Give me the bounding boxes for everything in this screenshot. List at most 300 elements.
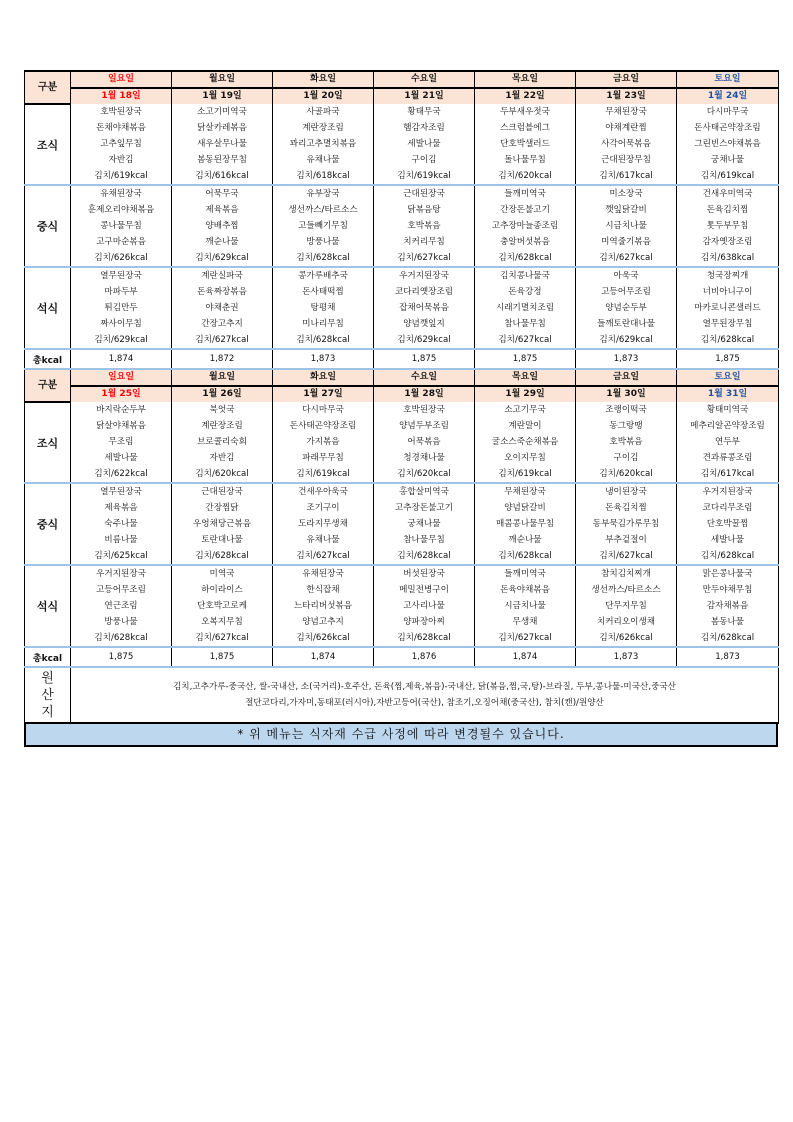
menu-item: 김치/627kcal xyxy=(296,551,350,561)
menu-item: 호박된장국 xyxy=(403,405,445,415)
menu-item: 미나리무침 xyxy=(302,319,344,329)
day-date: 1월 21일 xyxy=(374,88,475,104)
day-date: 1월 27일 xyxy=(273,386,374,402)
menu-item: 감자옛장조림 xyxy=(702,237,753,247)
meal-cell xyxy=(71,267,172,349)
menu-item: 들깨토란대나물 xyxy=(596,319,656,329)
menu-item: 두부새우젓국 xyxy=(500,107,550,117)
menu-item: 메추리알곤약장조림 xyxy=(690,421,765,431)
meal-cell xyxy=(71,565,172,647)
menu-item: 열무된장국 xyxy=(100,271,142,281)
menu-item: 참나물무침 xyxy=(403,535,445,545)
menu-item: 김치콩나물국 xyxy=(500,271,550,281)
menu-item: 건새우미역국 xyxy=(702,189,753,199)
menu-item: 김치/629kcal xyxy=(599,335,653,345)
menu-item: 연두부 xyxy=(715,437,740,447)
menu-item: 사각어묵볶음 xyxy=(601,139,651,149)
menu-item: 미역국 xyxy=(209,569,235,579)
menu-item: 깨순나물 xyxy=(508,535,542,545)
menu-item: 양념깻잎지 xyxy=(403,319,445,329)
menu-item: 고사리나물 xyxy=(403,601,445,611)
menu-item: 고등어무조림 xyxy=(96,585,146,595)
menu-item: 참치김치찌개 xyxy=(601,569,651,579)
menu-item: 김치/616kcal xyxy=(195,171,249,181)
menu-item: 돈사태곤약장조림 xyxy=(289,421,357,431)
menu-item: 김치/619kcal xyxy=(296,469,350,479)
total-kcal-value: 1,873 xyxy=(273,349,374,369)
menu-item: 스크럼블에그 xyxy=(500,123,550,133)
menu-item: 감자채볶음 xyxy=(706,601,749,611)
menu-item: 돈육짜장볶음 xyxy=(197,287,247,297)
menu-item: 톳두부무침 xyxy=(706,221,749,231)
menu-item: 간장찜닭 xyxy=(205,503,239,513)
menu-item: 한식잡채 xyxy=(306,585,340,595)
menu-item: 계란장조림 xyxy=(302,123,344,133)
menu-item: 김치/628kcal xyxy=(700,551,755,561)
menu-item: 들깨미역국 xyxy=(504,189,546,199)
menu-item: 제육볶음 xyxy=(205,205,239,215)
menu-item: 소고기무국 xyxy=(504,405,546,415)
total-kcal-label: 총kcal xyxy=(25,349,71,369)
menu-item: 돈사태떡찜 xyxy=(302,287,344,297)
menu-item: 단호박샐러드 xyxy=(500,139,550,149)
menu-sheet xyxy=(24,70,778,747)
day-date: 1월 30일 xyxy=(576,386,677,402)
menu-item: 김치/618kcal xyxy=(296,171,350,181)
menu-item: 짜사이무침 xyxy=(100,319,142,329)
meal-cell xyxy=(576,483,677,565)
menu-item: 김치/620kcal xyxy=(498,171,552,181)
menu-item: 고구마순볶음 xyxy=(96,237,146,247)
menu-item: 우엉채당근볶음 xyxy=(192,519,252,529)
day-name: 월요일 xyxy=(172,369,273,386)
meal-label-dinner: 석식 xyxy=(25,267,71,349)
meal-cell xyxy=(677,565,779,647)
menu-item: 바지락순두부 xyxy=(96,405,146,415)
meal-cell xyxy=(576,104,677,185)
menu-item: 양파장아찌 xyxy=(403,617,445,627)
menu-item: 김치/627kcal xyxy=(498,633,552,643)
meal-cell xyxy=(273,565,374,647)
menu-item: 단무지무침 xyxy=(605,601,647,611)
menu-item: 김치/627kcal xyxy=(498,335,552,345)
week-header-row xyxy=(25,369,779,386)
menu-item: 김치/629kcal xyxy=(397,335,451,345)
menu-item: 꽈리고추멸치볶음 xyxy=(289,139,357,149)
day-name: 토요일 xyxy=(677,369,779,386)
meal-cell xyxy=(475,483,576,565)
menu-item: 고등어무조림 xyxy=(601,287,651,297)
menu-item: 탕평채 xyxy=(310,303,336,313)
total-kcal-value: 1,874 xyxy=(475,647,576,667)
menu-item: 콩나물무침 xyxy=(100,221,142,231)
menu-item: 매콤콩나물무침 xyxy=(495,519,555,529)
day-date: 1월 28일 xyxy=(374,386,475,402)
menu-item: 단호박꿀찜 xyxy=(706,519,749,529)
menu-item: 숙주나물 xyxy=(104,519,138,529)
menu-item: 유채나물 xyxy=(306,535,340,545)
meal-cell xyxy=(71,402,172,483)
day-date: 1월 19일 xyxy=(172,88,273,104)
menu-item: 양념닭갈비 xyxy=(504,503,546,513)
menu-item: 김치/625kcal xyxy=(94,551,148,561)
meal-cell xyxy=(576,565,677,647)
menu-item: 황태무국 xyxy=(407,107,441,117)
menu-item: 시래기멸치조림 xyxy=(495,303,555,313)
menu-item: 세발나물 xyxy=(104,453,138,463)
day-name: 목요일 xyxy=(475,71,576,88)
menu-item: 김치/627kcal xyxy=(195,633,249,643)
origin-label-char: 원 xyxy=(41,670,54,686)
menu-item: 견과류콩조림 xyxy=(702,453,753,463)
total-kcal-value: 1,875 xyxy=(677,349,779,369)
menu-item: 치커리무침 xyxy=(403,237,445,247)
menu-item: 야채춘권 xyxy=(205,303,239,313)
menu-item: 근대된장국 xyxy=(403,189,445,199)
menu-item: 황태미역국 xyxy=(706,405,749,415)
menu-item: 김치/627kcal xyxy=(599,551,653,561)
menu-item: 마파두부 xyxy=(104,287,138,297)
menu-item: 건새우아욱국 xyxy=(298,487,348,497)
menu-item: 토란대나물 xyxy=(201,535,243,545)
origin-info xyxy=(71,667,779,723)
total-kcal-value: 1,872 xyxy=(172,349,273,369)
meal-cell xyxy=(475,565,576,647)
menu-item: 김치/627kcal xyxy=(397,253,451,263)
menu-item: 맑은콩나물국 xyxy=(702,569,753,579)
meal-label-lunch: 중식 xyxy=(25,483,71,565)
menu-item: 김치/628kcal xyxy=(700,633,755,643)
menu-item: 햄감자조림 xyxy=(403,123,445,133)
menu-item: 굴소스죽순채볶음 xyxy=(491,437,559,447)
menu-item: 양념고추지 xyxy=(302,617,344,627)
origin-line: 김치,고추가루-중국산, 쌀-국내산, 소(국거리)-호주산, 돈육(찜,제육,볶음)-국내산, 닭(볶음,찜,국,탕)-브라질, 두부,콩나물-미국산,중국산 xyxy=(173,682,676,692)
total-kcal-value: 1,875 xyxy=(71,647,172,667)
menu-item: 김치/628kcal xyxy=(94,633,148,643)
menu-item: 열무된장무침 xyxy=(702,319,753,329)
menu-item: 고들빼기무침 xyxy=(298,221,348,231)
menu-item: 깻잎닭갈비 xyxy=(605,205,647,215)
meal-cell xyxy=(374,185,475,267)
total-kcal-value: 1,873 xyxy=(576,349,677,369)
menu-item: 미역줄기볶음 xyxy=(601,237,651,247)
menu-item: 구이김 xyxy=(411,155,437,165)
menu-item: 김치/638kcal xyxy=(700,253,755,263)
menu-item: 닭살카레볶음 xyxy=(197,123,247,133)
menu-item: 봄동나물 xyxy=(710,617,745,627)
menu-item: 단호박고로케 xyxy=(197,601,247,611)
menu-item: 김치/629kcal xyxy=(94,335,148,345)
meal-row-dinner xyxy=(25,565,779,647)
menu-item: 참나물무침 xyxy=(504,319,546,329)
menu-item: 김치/619kcal xyxy=(94,171,148,181)
menu-item: 파래무무침 xyxy=(302,453,344,463)
menu-item: 훈제오리야채볶음 xyxy=(87,205,155,215)
menu-item: 부추겉절이 xyxy=(605,535,647,545)
menu-item: 새우살무나물 xyxy=(197,139,247,149)
menu-item: 깨순나물 xyxy=(205,237,239,247)
meal-row-lunch xyxy=(25,185,779,267)
menu-item: 우거지된장국 xyxy=(96,569,146,579)
meal-cell xyxy=(374,565,475,647)
week-header-row xyxy=(25,71,779,88)
total-kcal-value: 1,873 xyxy=(576,647,677,667)
day-name: 일요일 xyxy=(71,71,172,88)
day-date: 1월 29일 xyxy=(475,386,576,402)
menu-item: 시금치나물 xyxy=(504,601,546,611)
section-label: 구분 xyxy=(25,369,71,402)
menu-item: 조기구이 xyxy=(306,503,340,513)
menu-item: 김치/628kcal xyxy=(700,335,755,345)
total-kcal-value: 1,875 xyxy=(475,349,576,369)
menu-item: 돈육야채볶음 xyxy=(500,585,550,595)
day-date: 1월 20일 xyxy=(273,88,374,104)
day-name: 금요일 xyxy=(576,71,677,88)
meal-cell xyxy=(172,104,273,185)
menu-item: 잡채어묵볶음 xyxy=(399,303,449,313)
day-name: 수요일 xyxy=(374,71,475,88)
origin-label-char: 지 xyxy=(41,704,54,720)
menu-item: 오복지무침 xyxy=(201,617,243,627)
menu-item: 충알버섯볶음 xyxy=(500,237,550,247)
menu-item: 그린빈스야채볶음 xyxy=(694,139,761,149)
menu-item: 콩가루배추국 xyxy=(298,271,348,281)
menu-item: 세발나물 xyxy=(710,535,745,545)
day-name: 화요일 xyxy=(273,369,374,386)
menu-item: 김치/628kcal xyxy=(397,551,451,561)
menu-item: 아욱국 xyxy=(613,271,639,281)
menu-item: 김치/617kcal xyxy=(599,171,653,181)
menu-item: 김치/622kcal xyxy=(94,469,148,479)
meal-cell xyxy=(374,483,475,565)
section-label: 구분 xyxy=(25,71,71,104)
menu-item: 동그랑땡 xyxy=(609,421,643,431)
meal-cell xyxy=(172,483,273,565)
menu-item: 청국장찌개 xyxy=(706,271,749,281)
total-kcal-value: 1,875 xyxy=(172,647,273,667)
menu-item: 메밀전병구이 xyxy=(399,585,449,595)
menu-item: 무생채 xyxy=(512,617,538,627)
menu-item: 김치/627kcal xyxy=(195,335,249,345)
meal-cell xyxy=(71,483,172,565)
menu-item: 열무된장국 xyxy=(100,487,142,497)
total-kcal-value: 1,874 xyxy=(71,349,172,369)
menu-item: 김치/629kcal xyxy=(195,253,249,263)
menu-item: 계란장조림 xyxy=(201,421,243,431)
menu-item: 돈육김치찜 xyxy=(605,503,647,513)
menu-item: 김치/620kcal xyxy=(195,469,249,479)
menu-item: 김치/628kcal xyxy=(397,633,451,643)
day-date: 1월 31일 xyxy=(677,386,779,402)
day-name: 목요일 xyxy=(475,369,576,386)
menu-item: 우거지된장국 xyxy=(399,271,449,281)
menu-item: 근대된장국 xyxy=(201,487,243,497)
menu-item: 고추장돈불고기 xyxy=(394,503,454,513)
origin-label-char: 산 xyxy=(41,687,54,703)
day-name: 수요일 xyxy=(374,369,475,386)
day-name: 화요일 xyxy=(273,71,374,88)
meal-cell xyxy=(677,402,779,483)
meal-cell xyxy=(677,104,779,185)
menu-item: 시금치나물 xyxy=(605,221,647,231)
meal-cell xyxy=(172,267,273,349)
menu-item: 유채나물 xyxy=(306,155,340,165)
total-kcal-row xyxy=(25,349,779,369)
menu-item: 사골파국 xyxy=(306,107,340,117)
menu-item: 치커리오이생채 xyxy=(596,617,656,627)
day-date: 1월 24일 xyxy=(677,88,779,104)
menu-item: 야채계란찜 xyxy=(605,123,647,133)
menu-item: 고추잎무침 xyxy=(100,139,142,149)
menu-item: 비름나물 xyxy=(104,535,138,545)
day-date: 1월 18일 xyxy=(71,88,172,104)
menu-item: 돌나물무침 xyxy=(504,155,546,165)
total-kcal-value: 1,873 xyxy=(677,647,779,667)
menu-item: 세발나물 xyxy=(407,139,441,149)
meal-cell xyxy=(475,267,576,349)
menu-item: 김치/619kcal xyxy=(498,469,552,479)
menu-item: 코다리옛장조림 xyxy=(394,287,454,297)
menu-item: 유부장국 xyxy=(306,189,340,199)
menu-item: 구이김 xyxy=(613,453,639,463)
menu-item: 김치/626kcal xyxy=(599,633,653,643)
menu-item: 간장고추지 xyxy=(201,319,243,329)
day-name: 월요일 xyxy=(172,71,273,88)
menu-item: 김치/628kcal xyxy=(498,253,552,263)
menu-item: 김치/619kcal xyxy=(397,171,451,181)
menu-item: 유채된장국 xyxy=(302,569,344,579)
menu-item: 북엇국 xyxy=(209,405,235,415)
meal-cell xyxy=(374,267,475,349)
meal-label-breakfast: 조식 xyxy=(25,402,71,483)
menu-item: 버섯된장국 xyxy=(403,569,445,579)
meal-label-dinner: 석식 xyxy=(25,565,71,647)
meal-label-breakfast: 조식 xyxy=(25,104,71,185)
menu-item: 호박볶음 xyxy=(609,437,643,447)
day-name: 금요일 xyxy=(576,369,677,386)
menu-item: 간장돈불고기 xyxy=(500,205,550,215)
menu-item: 동부묵김가루무침 xyxy=(592,519,660,529)
meal-cell xyxy=(475,185,576,267)
meal-row-breakfast xyxy=(25,104,779,185)
day-date: 1월 25일 xyxy=(71,386,172,402)
menu-item: 양념순두부 xyxy=(605,303,647,313)
menu-item: 어묵무국 xyxy=(205,189,239,199)
menu-item: 코다리무조림 xyxy=(702,503,753,513)
day-date: 1월 26일 xyxy=(172,386,273,402)
day-date: 1월 22일 xyxy=(475,88,576,104)
menu-item: 김치/628kcal xyxy=(498,551,552,561)
menu-item: 계란실파국 xyxy=(201,271,243,281)
day-name: 토요일 xyxy=(677,71,779,88)
meal-cell xyxy=(273,402,374,483)
meal-cell xyxy=(172,402,273,483)
menu-item: 돈육김치찜 xyxy=(706,205,749,215)
menu-item: 돈육강정 xyxy=(508,287,542,297)
menu-item: 김치/626kcal xyxy=(94,253,148,263)
meal-cell xyxy=(273,483,374,565)
meal-cell xyxy=(677,267,779,349)
menu-item: 느타리버섯볶음 xyxy=(293,601,353,611)
menu-item: 너비아니구이 xyxy=(702,287,753,297)
menu-item: 생선까스/타르소스 xyxy=(288,205,358,215)
menu-item: 김치/626kcal xyxy=(296,633,350,643)
menu-item: 돈사태곤약장조림 xyxy=(694,123,761,133)
meal-cell xyxy=(273,185,374,267)
menu-item: 무조림 xyxy=(108,437,134,447)
meal-cell xyxy=(576,402,677,483)
meal-cell xyxy=(677,185,779,267)
menu-item: 방풍나물 xyxy=(104,617,138,627)
meal-cell xyxy=(273,104,374,185)
menu-item: 닭볶음탕 xyxy=(407,205,441,215)
origin-line: 절단코다리,가자미,동태포(러시아),자반고등어(국산), 참조기,오징어채(중국산), 참치(캔)/원양산 xyxy=(245,698,604,708)
meal-cell xyxy=(576,267,677,349)
menu-item: 도라지무생채 xyxy=(298,519,348,529)
meal-row-breakfast xyxy=(25,402,779,483)
menu-item: 소고기미역국 xyxy=(197,107,247,117)
menu-item: 들깨미역국 xyxy=(504,569,546,579)
menu-item: 연근조림 xyxy=(104,601,138,611)
day-name: 일요일 xyxy=(71,369,172,386)
menu-item: 김치/620kcal xyxy=(599,469,653,479)
total-kcal-value: 1,875 xyxy=(374,349,475,369)
menu-item: 김치/620kcal xyxy=(397,469,451,479)
week-date-row xyxy=(25,386,779,402)
menu-item: 마카로니콘샐러드 xyxy=(694,303,761,313)
menu-item: 호박볶음 xyxy=(407,221,441,231)
menu-item: 어묵볶음 xyxy=(407,437,441,447)
menu-item: 홍합살미역국 xyxy=(399,487,449,497)
menu-item: 제육볶음 xyxy=(104,503,138,513)
meal-cell xyxy=(374,104,475,185)
menu-item: 오이지무침 xyxy=(504,453,546,463)
menu-item: 궁채나물 xyxy=(710,155,745,165)
menu-item: 우거지된장국 xyxy=(702,487,753,497)
menu-item: 청경채나물 xyxy=(403,453,445,463)
meal-cell xyxy=(475,104,576,185)
menu-item: 만두야채무침 xyxy=(702,585,753,595)
menu-item: 궁채나물 xyxy=(407,519,441,529)
menu-item: 호박된장국 xyxy=(100,107,142,117)
menu-item: 무채된장국 xyxy=(504,487,546,497)
meal-cell xyxy=(677,483,779,565)
menu-item: 김치/628kcal xyxy=(296,335,350,345)
menu-item: 고추장마늘종조림 xyxy=(491,221,559,231)
menu-item: 조랭이떡국 xyxy=(605,405,647,415)
menu-item: 김치/628kcal xyxy=(195,551,249,561)
menu-item: 근대된장무침 xyxy=(601,155,651,165)
menu-item: 튀김만두 xyxy=(104,303,138,313)
menu-item: 계란말이 xyxy=(508,421,542,431)
total-kcal-value: 1,876 xyxy=(374,647,475,667)
menu-item: 냉이된장국 xyxy=(605,487,647,497)
menu-item: 미소장국 xyxy=(609,189,643,199)
meal-cell xyxy=(374,402,475,483)
menu-item: 김치/619kcal xyxy=(700,171,755,181)
menu-item: 양념두부조림 xyxy=(399,421,449,431)
menu-item: 브로콜리숙회 xyxy=(197,437,247,447)
menu-item: 다시마무국 xyxy=(302,405,344,415)
meal-row-dinner xyxy=(25,267,779,349)
menu-item: 돈채야채볶음 xyxy=(96,123,146,133)
meal-cell xyxy=(475,402,576,483)
total-kcal-value: 1,874 xyxy=(273,647,374,667)
meal-cell xyxy=(576,185,677,267)
day-date: 1월 23일 xyxy=(576,88,677,104)
meal-cell xyxy=(71,185,172,267)
menu-item: 방풍나물 xyxy=(306,237,340,247)
